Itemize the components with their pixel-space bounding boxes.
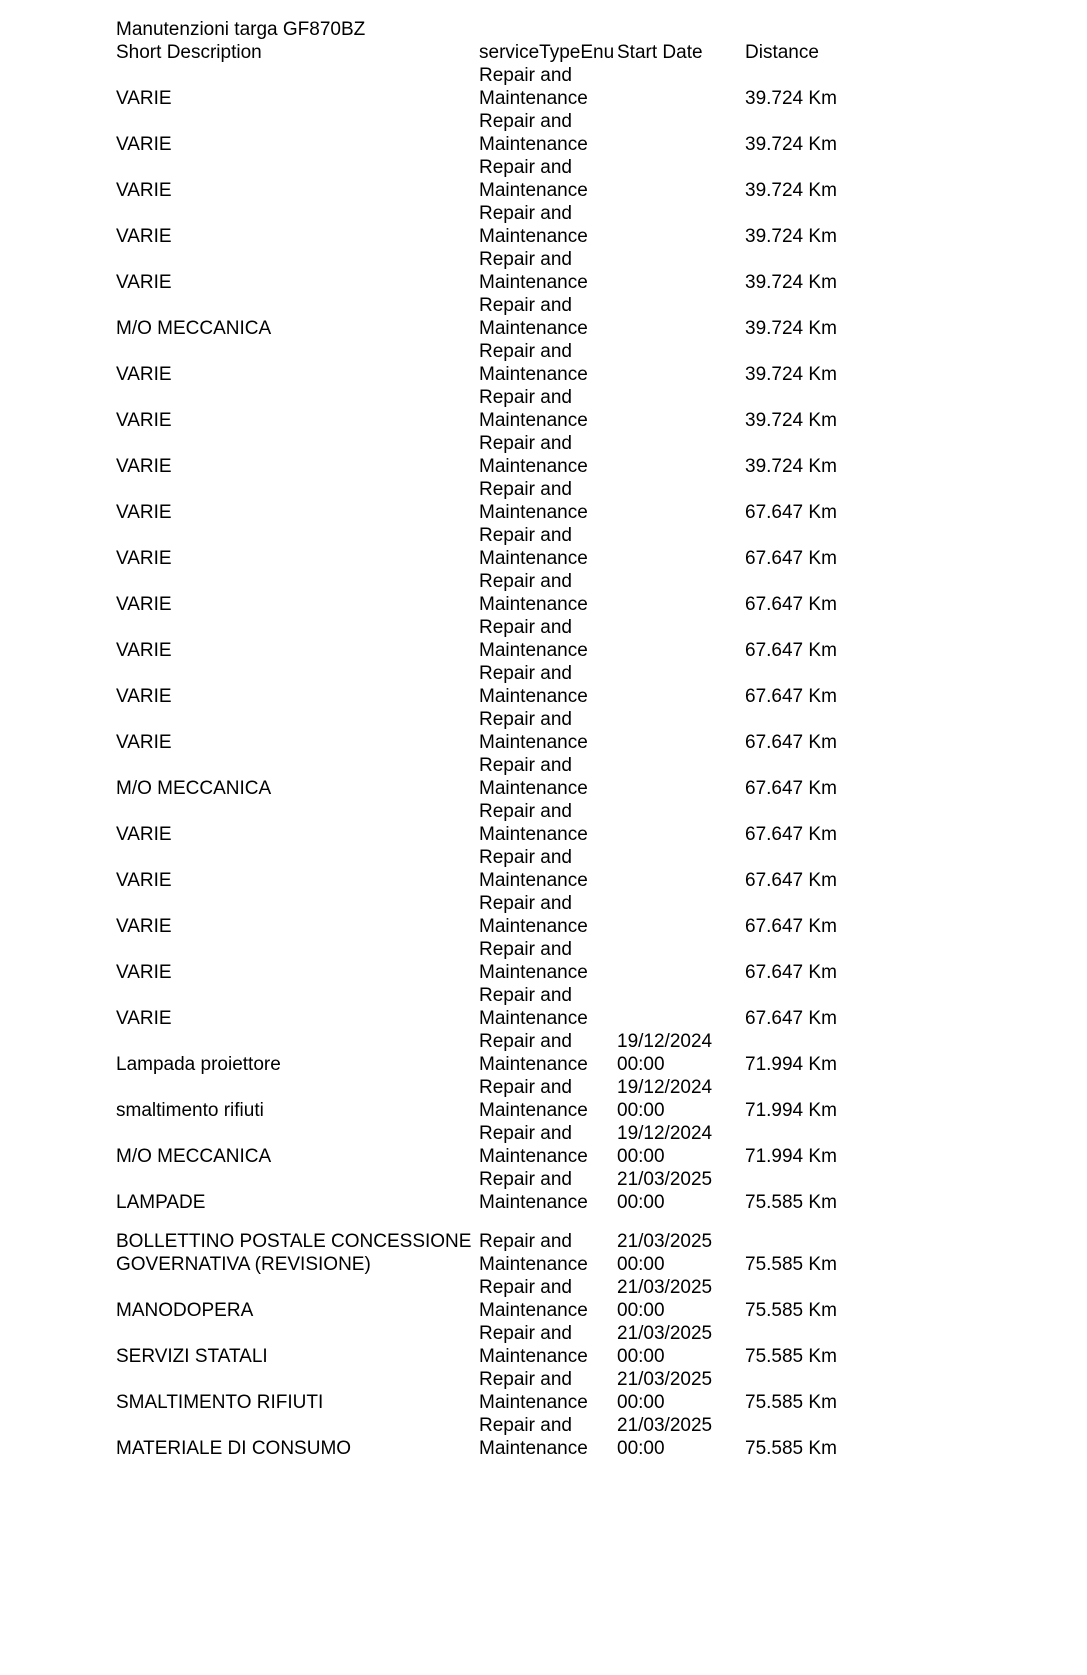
- cell-short-description: VARIE: [116, 548, 172, 569]
- service-type-line-1: Repair and: [479, 755, 572, 776]
- header-distance: Distance: [745, 42, 819, 63]
- table-row: [116, 478, 876, 524]
- service-type-line-1: Repair and: [479, 1169, 572, 1190]
- start-date-day: 21/03/2025: [617, 1369, 713, 1390]
- cell-service-type: [479, 64, 588, 110]
- cell-service-type: [479, 984, 588, 1030]
- table-row: [116, 1168, 876, 1214]
- start-date-time: 00:00: [617, 1100, 665, 1121]
- start-date-day: 21/03/2025: [617, 1169, 713, 1190]
- table-row: [116, 1322, 876, 1368]
- service-type-line-2: Maintenance: [479, 1438, 588, 1459]
- service-type-line-2: Maintenance: [479, 1346, 588, 1367]
- service-type-line-2: Maintenance: [479, 962, 588, 983]
- cell-service-type: [479, 202, 588, 248]
- start-date-day: 19/12/2024: [617, 1123, 713, 1144]
- cell-distance: 67.647 Km: [745, 870, 837, 891]
- table-row: [116, 64, 876, 110]
- service-type-line-1: Repair and: [479, 249, 572, 270]
- service-type-line-1: Repair and: [479, 65, 572, 86]
- cell-short-description: BOLLETTINO POSTALE CONCESSIONE GOVERNATIVA (REVISIONE): [116, 1231, 472, 1275]
- start-date-time: 00:00: [617, 1392, 665, 1413]
- cell-service-type: [479, 478, 588, 524]
- cell-service-type: [479, 570, 588, 616]
- cell-distance: 67.647 Km: [745, 778, 837, 799]
- service-type-line-2: Maintenance: [479, 1392, 588, 1413]
- table-row: [116, 1414, 876, 1460]
- service-type-line-1: Repair and: [479, 157, 572, 178]
- service-type-line-2: Maintenance: [479, 1008, 588, 1029]
- cell-start-date: [617, 1414, 712, 1460]
- service-type-line-1: Repair and: [479, 663, 572, 684]
- start-date-time: 00:00: [617, 1254, 665, 1275]
- cell-distance: 71.994 Km: [745, 1054, 837, 1075]
- cell-short-description: VARIE: [116, 502, 172, 523]
- cell-distance: 75.585 Km: [745, 1438, 837, 1459]
- service-type-line-2: Maintenance: [479, 1054, 588, 1075]
- cell-distance: 75.585 Km: [745, 1346, 837, 1367]
- service-type-line-2: Maintenance: [479, 1100, 588, 1121]
- service-type-line-2: Maintenance: [479, 502, 588, 523]
- service-type-line-1: Repair and: [479, 1231, 572, 1252]
- service-type-line-1: Repair and: [479, 617, 572, 638]
- cell-service-type: [479, 1276, 588, 1322]
- service-type-line-1: Repair and: [479, 939, 572, 960]
- service-type-line-2: Maintenance: [479, 456, 588, 477]
- service-type-line-1: Repair and: [479, 847, 572, 868]
- service-type-line-1: Repair and: [479, 709, 572, 730]
- cell-short-description: VARIE: [116, 134, 172, 155]
- service-type-line-2: Maintenance: [479, 778, 588, 799]
- start-date-day: 19/12/2024: [617, 1031, 713, 1052]
- service-type-line-1: Repair and: [479, 203, 572, 224]
- cell-short-description: VARIE: [116, 456, 172, 477]
- cell-short-description: SMALTIMENTO RIFIUTI: [116, 1392, 324, 1413]
- cell-service-type: [479, 340, 588, 386]
- cell-start-date: [617, 1030, 712, 1076]
- start-date-time: 00:00: [617, 1438, 665, 1459]
- table-row: [116, 1214, 876, 1276]
- cell-distance: 39.724 Km: [745, 364, 837, 385]
- service-type-line-1: Repair and: [479, 985, 572, 1006]
- cell-distance: 67.647 Km: [745, 732, 837, 753]
- service-type-line-1: Repair and: [479, 801, 572, 822]
- service-type-line-2: Maintenance: [479, 1254, 588, 1275]
- cell-start-date: [617, 1122, 712, 1168]
- cell-distance: 71.994 Km: [745, 1146, 837, 1167]
- header-short-description: Short Description: [116, 42, 262, 63]
- table-row: [116, 524, 876, 570]
- cell-distance: 67.647 Km: [745, 686, 837, 707]
- cell-distance: 67.647 Km: [745, 548, 837, 569]
- cell-distance: 39.724 Km: [745, 272, 837, 293]
- cell-short-description: MANODOPERA: [116, 1300, 254, 1321]
- cell-service-type: [479, 156, 588, 202]
- table-row: [116, 570, 876, 616]
- cell-distance: 67.647 Km: [745, 962, 837, 983]
- cell-service-type: [479, 1230, 588, 1276]
- start-date-time: 00:00: [617, 1054, 665, 1075]
- cell-service-type: [479, 1122, 588, 1168]
- table-row: [116, 754, 876, 800]
- cell-distance: 39.724 Km: [745, 134, 837, 155]
- table-row: [116, 248, 876, 294]
- service-type-line-2: Maintenance: [479, 88, 588, 109]
- service-type-line-2: Maintenance: [479, 226, 588, 247]
- cell-short-description: VARIE: [116, 640, 172, 661]
- cell-short-description: VARIE: [116, 732, 172, 753]
- service-type-line-2: Maintenance: [479, 686, 588, 707]
- service-type-line-2: Maintenance: [479, 1146, 588, 1167]
- cell-service-type: [479, 432, 588, 478]
- table-row: [116, 156, 876, 202]
- table-header: [116, 41, 876, 64]
- cell-service-type: [479, 386, 588, 432]
- cell-short-description: smaltimento rifiuti: [116, 1100, 264, 1121]
- cell-distance: 67.647 Km: [745, 1008, 837, 1029]
- cell-service-type: [479, 662, 588, 708]
- service-type-line-1: Repair and: [479, 1415, 572, 1436]
- cell-service-type: [479, 892, 588, 938]
- table-row: [116, 1030, 876, 1076]
- table-row: [116, 800, 876, 846]
- cell-distance: 39.724 Km: [745, 456, 837, 477]
- table-row: [116, 662, 876, 708]
- service-type-line-1: Repair and: [479, 571, 572, 592]
- cell-service-type: [479, 1368, 588, 1414]
- service-type-line-2: Maintenance: [479, 916, 588, 937]
- cell-service-type: [479, 110, 588, 156]
- cell-service-type: [479, 754, 588, 800]
- cell-short-description: VARIE: [116, 916, 172, 937]
- cell-start-date: [617, 1168, 712, 1214]
- cell-start-date: [617, 1230, 712, 1276]
- cell-short-description: M/O MECCANICA: [116, 778, 272, 799]
- cell-distance: 39.724 Km: [745, 410, 837, 431]
- table-row: [116, 202, 876, 248]
- cell-distance: 75.585 Km: [745, 1254, 837, 1275]
- cell-short-description: VARIE: [116, 410, 172, 431]
- cell-service-type: [479, 1030, 588, 1076]
- cell-short-description: VARIE: [116, 962, 172, 983]
- cell-short-description: VARIE: [116, 226, 172, 247]
- table-body: [116, 64, 876, 1460]
- table-row: [116, 892, 876, 938]
- cell-distance: 75.585 Km: [745, 1300, 837, 1321]
- service-type-line-1: Repair and: [479, 893, 572, 914]
- header-start-date: Start Date: [617, 42, 703, 63]
- cell-short-description: VARIE: [116, 272, 172, 293]
- cell-service-type: [479, 1322, 588, 1368]
- service-type-line-2: Maintenance: [479, 870, 588, 891]
- cell-short-description: VARIE: [116, 180, 172, 201]
- service-type-line-2: Maintenance: [479, 732, 588, 753]
- service-type-line-1: Repair and: [479, 433, 572, 454]
- cell-short-description: VARIE: [116, 870, 172, 891]
- cell-short-description: MATERIALE DI CONSUMO: [116, 1438, 352, 1459]
- cell-distance: 67.647 Km: [745, 594, 837, 615]
- cell-distance: 67.647 Km: [745, 916, 837, 937]
- service-type-line-1: Repair and: [479, 341, 572, 362]
- start-date-day: 21/03/2025: [617, 1277, 713, 1298]
- cell-start-date: [617, 1076, 712, 1122]
- table-row: [116, 1122, 876, 1168]
- service-type-line-1: Repair and: [479, 1369, 572, 1390]
- cell-short-description: VARIE: [116, 824, 172, 845]
- cell-short-description: VARIE: [116, 594, 172, 615]
- table-row: [116, 386, 876, 432]
- table-row: [116, 294, 876, 340]
- cell-service-type: [479, 1414, 588, 1460]
- cell-short-description: M/O MECCANICA: [116, 318, 272, 339]
- cell-service-type: [479, 616, 588, 662]
- service-type-line-2: Maintenance: [479, 272, 588, 293]
- cell-short-description: LAMPADE: [116, 1192, 206, 1213]
- cell-short-description: VARIE: [116, 686, 172, 707]
- service-type-line-1: Repair and: [479, 1031, 572, 1052]
- service-type-line-1: Repair and: [479, 111, 572, 132]
- table-row: [116, 1276, 876, 1322]
- start-date-day: 21/03/2025: [617, 1415, 713, 1436]
- cell-service-type: [479, 708, 588, 754]
- cell-distance: 39.724 Km: [745, 226, 837, 247]
- document-title: Manutenzioni targa GF870BZ: [116, 19, 366, 40]
- cell-short-description: SERVIZI STATALI: [116, 1346, 268, 1367]
- service-type-line-1: Repair and: [479, 387, 572, 408]
- service-type-line-2: Maintenance: [479, 318, 588, 339]
- cell-short-description: VARIE: [116, 88, 172, 109]
- service-type-line-1: Repair and: [479, 1323, 572, 1344]
- table-row: [116, 708, 876, 754]
- service-type-line-2: Maintenance: [479, 824, 588, 845]
- cell-service-type: [479, 524, 588, 570]
- service-type-line-2: Maintenance: [479, 410, 588, 431]
- cell-distance: 39.724 Km: [745, 180, 837, 201]
- table-row: [116, 432, 876, 478]
- cell-service-type: [479, 800, 588, 846]
- service-type-line-1: Repair and: [479, 1123, 572, 1144]
- table-row: [116, 846, 876, 892]
- cell-distance: 75.585 Km: [745, 1392, 837, 1413]
- service-type-line-2: Maintenance: [479, 1192, 588, 1213]
- start-date-day: 21/03/2025: [617, 1323, 713, 1344]
- table-row: [116, 984, 876, 1030]
- start-date-day: 19/12/2024: [617, 1077, 713, 1098]
- cell-distance: 67.647 Km: [745, 640, 837, 661]
- cell-service-type: [479, 938, 588, 984]
- start-date-day: 21/03/2025: [617, 1231, 713, 1252]
- start-date-time: 00:00: [617, 1346, 665, 1367]
- service-type-line-2: Maintenance: [479, 640, 588, 661]
- start-date-time: 00:00: [617, 1146, 665, 1167]
- cell-short-description: Lampada proiettore: [116, 1054, 281, 1075]
- cell-short-description: VARIE: [116, 1008, 172, 1029]
- service-type-line-1: Repair and: [479, 1077, 572, 1098]
- cell-short-description: M/O MECCANICA: [116, 1146, 272, 1167]
- service-type-line-2: Maintenance: [479, 594, 588, 615]
- cell-distance: 71.994 Km: [745, 1100, 837, 1121]
- cell-service-type: [479, 294, 588, 340]
- service-type-line-1: Repair and: [479, 295, 572, 316]
- service-type-line-2: Maintenance: [479, 180, 588, 201]
- cell-start-date: [617, 1368, 712, 1414]
- cell-service-type: [479, 1076, 588, 1122]
- service-type-line-2: Maintenance: [479, 134, 588, 155]
- cell-short-description: VARIE: [116, 364, 172, 385]
- service-type-line-2: Maintenance: [479, 364, 588, 385]
- service-type-line-1: Repair and: [479, 479, 572, 500]
- table-row: [116, 340, 876, 386]
- start-date-time: 00:00: [617, 1192, 665, 1213]
- cell-service-type: [479, 248, 588, 294]
- cell-service-type: [479, 1168, 588, 1214]
- start-date-time: 00:00: [617, 1300, 665, 1321]
- table-row: [116, 110, 876, 156]
- table-row: [116, 1076, 876, 1122]
- service-type-line-1: Repair and: [479, 525, 572, 546]
- table-row: [116, 616, 876, 662]
- cell-start-date: [617, 1276, 712, 1322]
- header-service-type: serviceTypeEnu: [479, 42, 615, 63]
- cell-distance: 67.647 Km: [745, 502, 837, 523]
- table-row: [116, 938, 876, 984]
- cell-distance: 67.647 Km: [745, 824, 837, 845]
- cell-distance: 75.585 Km: [745, 1192, 837, 1213]
- service-type-line-1: Repair and: [479, 1277, 572, 1298]
- cell-start-date: [617, 1322, 712, 1368]
- cell-distance: 39.724 Km: [745, 318, 837, 339]
- service-type-line-2: Maintenance: [479, 1300, 588, 1321]
- cell-service-type: [479, 846, 588, 892]
- cell-distance: 39.724 Km: [745, 88, 837, 109]
- table-row: [116, 1368, 876, 1414]
- service-type-line-2: Maintenance: [479, 548, 588, 569]
